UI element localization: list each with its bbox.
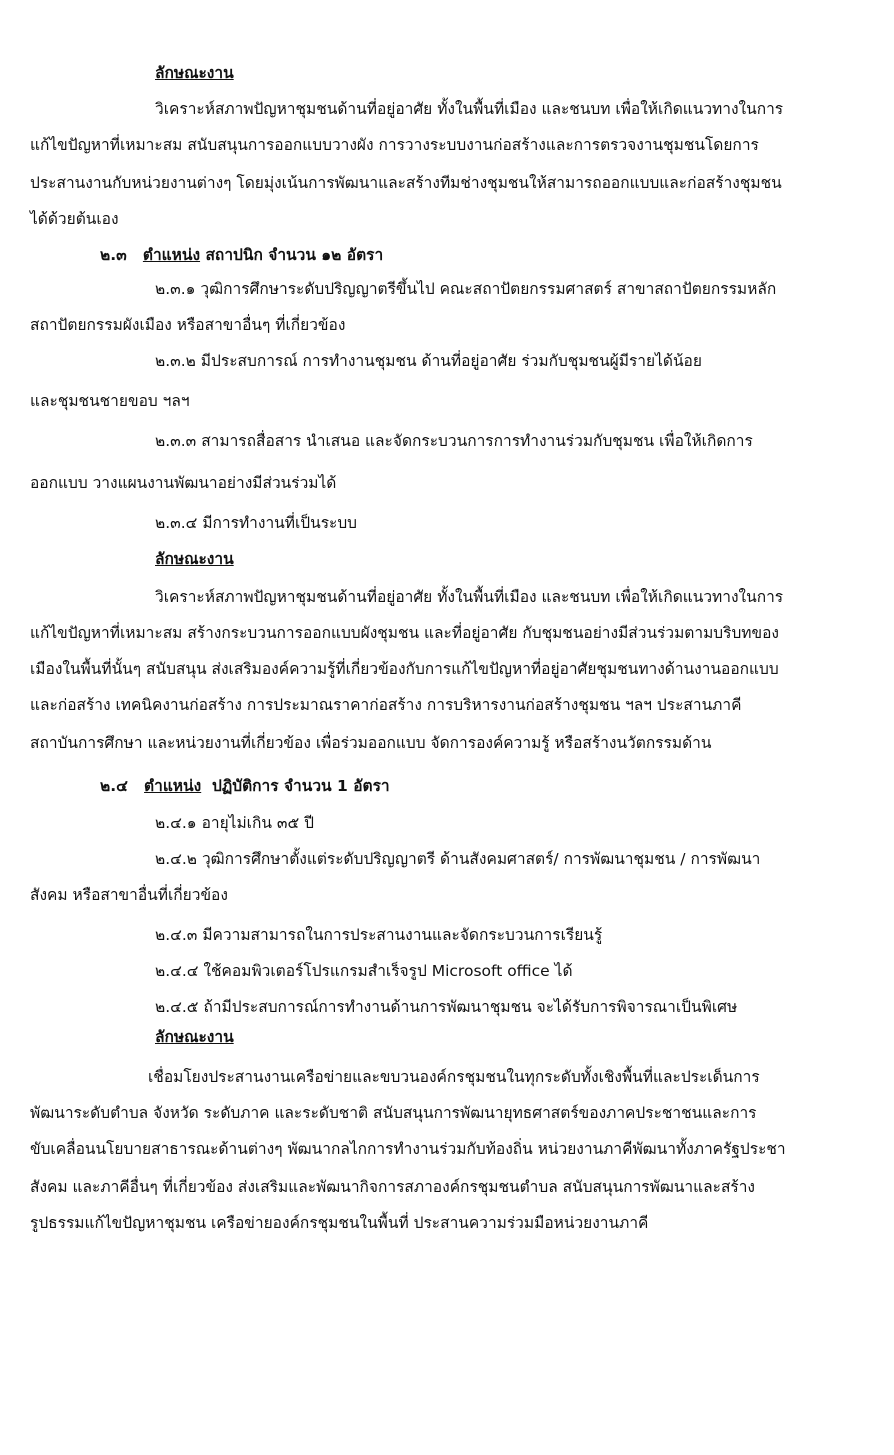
list-item-continuation: สังคม หรือสาขาอื่นที่เกี่ยวข้อง: [30, 886, 228, 904]
paragraph-line: เมืองในพื้นที่นั้นๆ สนับสนุน ส่งเสริมองค์ความรู้ที่เกี่ยวข้องกับการแก้ไขปัญหาที่อยู่อาศัยชุมชนทางด้านงานออกแบบ: [30, 660, 779, 678]
list-item: ๒.๓.๑ วุฒิการศึกษาระดับปริญญาตรีขึ้นไป คณะสถาปัตยกรรมศาสตร์ สาขาสถาปัตยกรรมหลัก: [155, 280, 777, 298]
section-heading: ลักษณะงาน: [155, 64, 234, 82]
paragraph-line: สถาบันการศึกษา และหน่วยงานที่เกี่ยวข้อง เพื่อร่วมออกแบบ จัดการองค์ความรู้ หรือสร้างนวัตกรรมด้าน: [30, 734, 712, 752]
list-item: ๒.๔.๑ อายุไม่เกิน ๓๕ ปี: [155, 814, 314, 832]
position-title: สถาปนิก จำนวน ๑๒ อัตรา: [205, 246, 384, 264]
paragraph-line: แก้ไขปัญหาที่เหมาะสม สนับสนุนการออกแบบวางผัง การวางระบบงานก่อสร้างและการตรวจงานชุมชนโดยการ: [30, 136, 759, 154]
position-label: ตำแหน่ง: [144, 777, 202, 795]
paragraph-line: เชื่อมโยงประสานงานเครือข่ายและขบวนองค์กรชุมชนในทุกระดับทั้งเชิงพื้นที่และประเด็นการ: [148, 1068, 760, 1086]
paragraph-line: ได้ด้วยต้นเอง: [30, 210, 119, 228]
list-item: ๒.๔.๓ มีความสามารถในการประสานงานและจัดกระบวนการเรียนรู้: [155, 926, 603, 944]
paragraph-line: ขับเคลื่อนนโยบายสาธารณะด้านต่างๆ พัฒนากลไกการทำงานร่วมกับท้องถิ่น หน่วยงานภาคีพัฒนาทั้งภาครัฐประชา: [30, 1140, 786, 1158]
position-heading: [100, 775, 390, 797]
list-item: ๒.๔.๕ ถ้ามีประสบการณ์การทำงานด้านการพัฒนาชุมชน จะได้รับการพิจารณาเป็นพิเศษ: [155, 998, 738, 1016]
paragraph-line: วิเคราะห์สภาพปัญหาชุมชนด้านที่อยู่อาศัย ทั้งในพื้นที่เมือง และชนบท เพื่อให้เกิดแนวทางในการ: [155, 100, 784, 118]
position-heading: [100, 244, 383, 266]
paragraph-line: ประสานงานกับหน่วยงานต่างๆ โดยมุ่งเน้นการพัฒนาและสร้างทีมช่างชุมชนให้สามารถออกแบบและก่อสร้างชุมชน: [30, 174, 782, 192]
section-heading: ลักษณะงาน: [155, 1028, 234, 1046]
position-title: ปฏิบัติการ จำนวน 1 อัตรา: [212, 777, 390, 795]
list-item: ๒.๓.๓ สามารถสื่อสาร นำเสนอ และจัดกระบวนการการทำงานร่วมกับชุมชน เพื่อให้เกิดการ: [155, 432, 753, 450]
position-number: ๒.๓: [100, 246, 127, 264]
list-item: ๒.๓.๒ มีประสบการณ์ การทำงานชุมชน ด้านที่อยู่อาศัย ร่วมกับชุมชนผู้มีรายได้น้อย: [155, 352, 702, 370]
paragraph-line: แก้ไขปัญหาที่เหมาะสม สร้างกระบวนการออกแบบผังชุมชน และที่อยู่อาศัย กับชุมชนอย่างมีส่วนร่วมตามบริบทของ: [30, 624, 779, 642]
list-item-continuation: สถาปัตยกรรมผังเมือง หรือสาขาอื่นๆ ที่เกี่ยวข้อง: [30, 316, 346, 334]
list-item: ๒.๔.๔ ใช้คอมพิวเตอร์โปรแกรมสำเร็จรูป Microsoft office ได้: [155, 962, 573, 980]
paragraph-line: และก่อสร้าง เทคนิคงานก่อสร้าง การประมาณราคาก่อสร้าง การบริหารงานก่อสร้างชุมชน ฯลฯ ประสานภาคี: [30, 696, 742, 714]
paragraph-line: วิเคราะห์สภาพปัญหาชุมชนด้านที่อยู่อาศัย ทั้งในพื้นที่เมือง และชนบท เพื่อให้เกิดแนวทางในการ: [155, 588, 784, 606]
section-heading: ลักษณะงาน: [155, 550, 234, 568]
list-item: ๒.๔.๒ วุฒิการศึกษาตั้งแต่ระดับปริญญาตรี ด้านสังคมศาสตร์/ การพัฒนาชุมชน / การพัฒนา: [155, 850, 761, 868]
position-number: ๒.๔: [100, 777, 128, 795]
list-item-continuation: และชุมชนชายขอบ ฯลฯ: [30, 392, 190, 410]
list-item-continuation: ออกแบบ วางแผนงานพัฒนาอย่างมีส่วนร่วมได้: [30, 474, 337, 492]
paragraph-line: สังคม และภาคีอื่นๆ ที่เกี่ยวข้อง ส่งเสริมและพัฒนากิจการสภาองค์กรชุมชนตำบล สนับสนุนการพัฒนาและสร้าง: [30, 1178, 756, 1196]
paragraph-line: พัฒนาระดับตำบล จังหวัด ระดับภาค และระดับชาติ สนับสนุนการพัฒนายุทธศาสตร์ของภาคประชาชนและการ: [30, 1104, 757, 1122]
list-item: ๒.๓.๔ มีการทำงานที่เป็นระบบ: [155, 514, 358, 532]
paragraph-line: รูปธรรมแก้ไขปัญหาชุมชน เครือข่ายองค์กรชุมชนในพื้นที่ ประสานความร่วมมือหน่วยงานภาคี: [30, 1214, 649, 1232]
position-label: ตำแหน่ง: [142, 246, 201, 264]
